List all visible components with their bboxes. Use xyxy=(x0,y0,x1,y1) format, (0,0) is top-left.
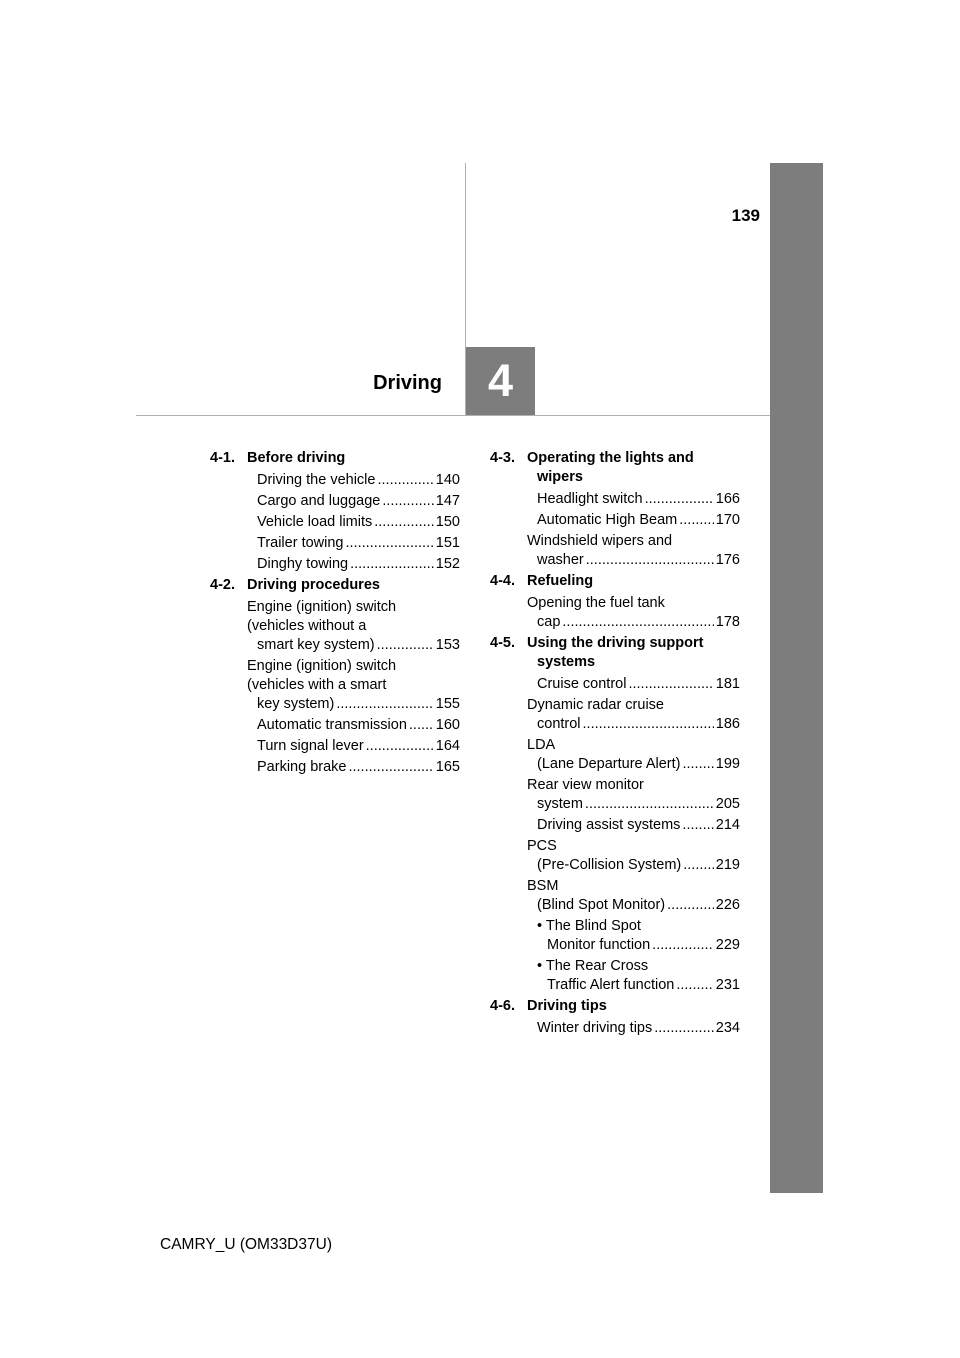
toc-entry-line: Windshield wipers and xyxy=(527,533,673,549)
toc-entry-line: PCS xyxy=(527,838,557,854)
toc-entry-leader-row xyxy=(537,551,740,570)
dot-leader xyxy=(348,758,433,777)
toc-entry-line: (vehicles with a smart xyxy=(247,677,387,693)
dot-leader xyxy=(628,675,713,694)
toc-entry[interactable] xyxy=(247,471,460,490)
toc-section-number: 4-2. xyxy=(210,577,235,593)
dot-leader xyxy=(562,613,713,632)
document-footer-id: CAMRY_U (OM33D37U) xyxy=(160,1236,332,1253)
toc-entry-leader-row xyxy=(537,715,740,734)
toc-entry-leader-row xyxy=(257,471,460,490)
toc-section-title: Refueling xyxy=(527,573,594,589)
toc-entry[interactable] xyxy=(247,534,460,553)
toc-entry-page: 219 xyxy=(715,857,740,873)
toc-section xyxy=(490,572,740,632)
toc-section-number: 4-4. xyxy=(490,573,515,589)
toc-entry-text: Headlight switch xyxy=(537,491,643,507)
toc-section xyxy=(490,449,740,570)
toc-entry-text: Dinghy towing xyxy=(257,556,349,572)
dot-leader xyxy=(679,511,714,530)
toc-entry-leader-row xyxy=(537,511,740,530)
chapter-side-tab xyxy=(770,163,823,1193)
toc-left-column xyxy=(210,449,460,779)
toc-entry-text: Monitor function xyxy=(547,937,651,953)
toc-entry-page: 229 xyxy=(715,937,740,953)
toc-entry-page: 181 xyxy=(715,676,740,692)
toc-entry[interactable] xyxy=(527,1019,740,1038)
toc-entry-leader-row xyxy=(537,795,740,814)
toc-entry-leader-row xyxy=(537,856,740,875)
toc-section-heading xyxy=(490,997,740,1016)
toc-entry-leader-row xyxy=(537,1019,740,1038)
toc-entry[interactable] xyxy=(527,736,740,774)
dot-leader xyxy=(682,755,713,774)
toc-entry-text: (Pre-Collision System) xyxy=(537,857,682,873)
dot-leader xyxy=(676,976,713,995)
toc-section-number: 4-3. xyxy=(490,450,515,466)
toc-section xyxy=(210,449,460,574)
toc-entry-line: LDA xyxy=(527,737,556,753)
toc-entry-leader-row xyxy=(537,490,740,509)
toc-entry-leader-row xyxy=(537,816,740,835)
toc-entry-leader-row xyxy=(257,534,460,553)
toc-entry-text: Automatic transmission xyxy=(257,717,407,733)
dot-leader xyxy=(667,896,714,915)
toc-entry-page: 231 xyxy=(715,977,740,993)
dot-leader xyxy=(374,513,434,532)
dot-leader xyxy=(377,636,434,655)
toc-entry-leader-row xyxy=(547,936,740,955)
toc-entry-leader-row xyxy=(257,513,460,532)
dot-leader xyxy=(346,534,434,553)
toc-entry-text: Winter driving tips xyxy=(537,1020,653,1036)
toc-entry[interactable] xyxy=(527,511,740,530)
toc-entry-leader-row xyxy=(257,636,460,655)
toc-entry[interactable] xyxy=(247,716,460,735)
toc-entry-page: 151 xyxy=(435,535,460,551)
toc-section-heading xyxy=(210,449,460,468)
toc-entry-page: 166 xyxy=(715,491,740,507)
toc-entry-leader-row xyxy=(257,737,460,756)
toc-section-heading xyxy=(490,449,740,487)
toc-entry-text: Cruise control xyxy=(537,676,627,692)
toc-entry[interactable] xyxy=(527,957,740,995)
toc-entry[interactable] xyxy=(527,837,740,875)
toc-right-column xyxy=(490,449,740,1040)
toc-section-heading xyxy=(490,634,740,672)
toc-entry[interactable] xyxy=(527,594,740,632)
toc-section xyxy=(490,997,740,1038)
toc-entry-text: washer xyxy=(537,552,584,568)
toc-entry-page: 186 xyxy=(715,716,740,732)
toc-entry-text: Trailer towing xyxy=(257,535,344,551)
header-horizontal-rule xyxy=(136,415,770,416)
toc-entry-text: (Blind Spot Monitor) xyxy=(537,897,666,913)
toc-section-title: Driving procedures xyxy=(247,577,380,593)
toc-entry-leader-row xyxy=(537,675,740,694)
toc-section xyxy=(210,576,460,777)
toc-section-title: Operating the lights and wipers xyxy=(527,450,694,485)
toc-entry-line: Dynamic radar cruise xyxy=(527,697,664,713)
dot-leader xyxy=(683,856,714,875)
toc-entry-page: 214 xyxy=(715,817,740,833)
toc-entry-page: 199 xyxy=(715,756,740,772)
toc-entry-leader-row xyxy=(257,716,460,735)
toc-section-heading xyxy=(490,572,740,591)
toc-entry-leader-row xyxy=(537,896,740,915)
toc-entry-page: 178 xyxy=(715,614,740,630)
toc-entry[interactable] xyxy=(527,877,740,915)
toc-entry-line: Rear view monitor xyxy=(527,777,644,793)
toc-section-title: Before driving xyxy=(247,450,346,466)
toc-entry-line: • The Rear Cross xyxy=(537,958,649,974)
toc-section-title: Using the driving support systems xyxy=(527,635,704,670)
chapter-title: Driving xyxy=(373,372,442,394)
dot-leader xyxy=(583,715,714,734)
toc-entry-text: system xyxy=(537,796,583,812)
toc-entry-page: 155 xyxy=(435,696,460,712)
toc-entry-line: Engine (ignition) switch xyxy=(247,599,397,615)
toc-entry[interactable] xyxy=(247,492,460,511)
toc-entry-page: 170 xyxy=(715,512,740,528)
toc-entry[interactable] xyxy=(527,696,740,734)
toc-entry-leader-row xyxy=(537,613,740,632)
toc-entry-text: smart key system) xyxy=(257,637,375,653)
toc-entry-text: Turn signal lever xyxy=(257,738,364,754)
toc-entry-text: (Lane Departure Alert) xyxy=(537,756,681,772)
toc-entry[interactable] xyxy=(527,675,740,694)
toc-entry-text: key system) xyxy=(257,696,335,712)
toc-entry-text: Cargo and luggage xyxy=(257,493,381,509)
toc-entry-leader-row xyxy=(257,492,460,511)
toc-entry-leader-row xyxy=(257,695,460,714)
toc-entry-line: BSM xyxy=(527,878,559,894)
toc-entry[interactable] xyxy=(527,532,740,570)
toc-entry-leader-row xyxy=(257,555,460,574)
toc-section xyxy=(490,634,740,995)
toc-entry[interactable] xyxy=(247,758,460,777)
toc-section-heading xyxy=(210,576,460,595)
toc-entry-line: Opening the fuel tank xyxy=(527,595,665,611)
dot-leader xyxy=(654,1019,714,1038)
toc-entry[interactable] xyxy=(527,816,740,835)
toc-entry-text: Traffic Alert function xyxy=(547,977,675,993)
toc-entry[interactable] xyxy=(527,490,740,509)
toc-entry[interactable] xyxy=(247,598,460,655)
toc-entry-page: 152 xyxy=(435,556,460,572)
dot-leader xyxy=(652,936,714,955)
dot-leader xyxy=(350,555,434,574)
toc-entry-page: 164 xyxy=(435,738,460,754)
toc-entry-page: 234 xyxy=(715,1020,740,1036)
toc-section-title: Driving tips xyxy=(527,998,607,1014)
toc-entry-text: cap xyxy=(537,614,561,630)
toc-entry[interactable] xyxy=(527,776,740,814)
dot-leader xyxy=(366,737,434,756)
toc-entry-text: Parking brake xyxy=(257,759,347,775)
dot-leader xyxy=(586,551,714,570)
toc-entry-page: 140 xyxy=(435,472,460,488)
toc-entry-text: Automatic High Beam xyxy=(537,512,678,528)
toc-entry-page: 226 xyxy=(715,897,740,913)
toc-entry-page: 147 xyxy=(435,493,460,509)
toc-entry-page: 160 xyxy=(435,717,460,733)
toc-entry[interactable] xyxy=(247,555,460,574)
toc-entry-text: Vehicle load limits xyxy=(257,514,373,530)
toc-section-number: 4-1. xyxy=(210,450,235,466)
toc-section-number: 4-6. xyxy=(490,998,515,1014)
chapter-number-box: 4 xyxy=(466,347,535,415)
toc-entry-leader-row xyxy=(257,758,460,777)
toc-entry-page: 150 xyxy=(435,514,460,530)
toc-entry-line: (vehicles without a xyxy=(247,618,367,634)
page-number: 139 xyxy=(731,206,760,225)
toc-entry[interactable] xyxy=(247,657,460,714)
toc-entry-page: 205 xyxy=(715,796,740,812)
dot-leader xyxy=(336,695,433,714)
toc-entry[interactable] xyxy=(247,513,460,532)
toc-entry-line: • The Blind Spot xyxy=(537,918,641,934)
dot-leader xyxy=(409,716,434,735)
dot-leader xyxy=(377,471,433,490)
toc-entry-leader-row xyxy=(547,976,740,995)
toc-entry-page: 176 xyxy=(715,552,740,568)
dot-leader xyxy=(682,816,713,835)
toc-entry-text: Driving assist systems xyxy=(537,817,681,833)
toc-entry[interactable] xyxy=(247,737,460,756)
dot-leader xyxy=(585,795,714,814)
dot-leader xyxy=(645,490,714,509)
toc-entry-page: 165 xyxy=(435,759,460,775)
toc-entry-page: 153 xyxy=(435,637,460,653)
toc-entry-text: Driving the vehicle xyxy=(257,472,376,488)
toc-entry-leader-row xyxy=(537,755,740,774)
toc-entry[interactable] xyxy=(527,917,740,955)
toc-entry-text: control xyxy=(537,716,581,732)
toc-entry-line: Engine (ignition) switch xyxy=(247,658,397,674)
toc-section-number: 4-5. xyxy=(490,635,515,651)
dot-leader xyxy=(382,492,433,511)
